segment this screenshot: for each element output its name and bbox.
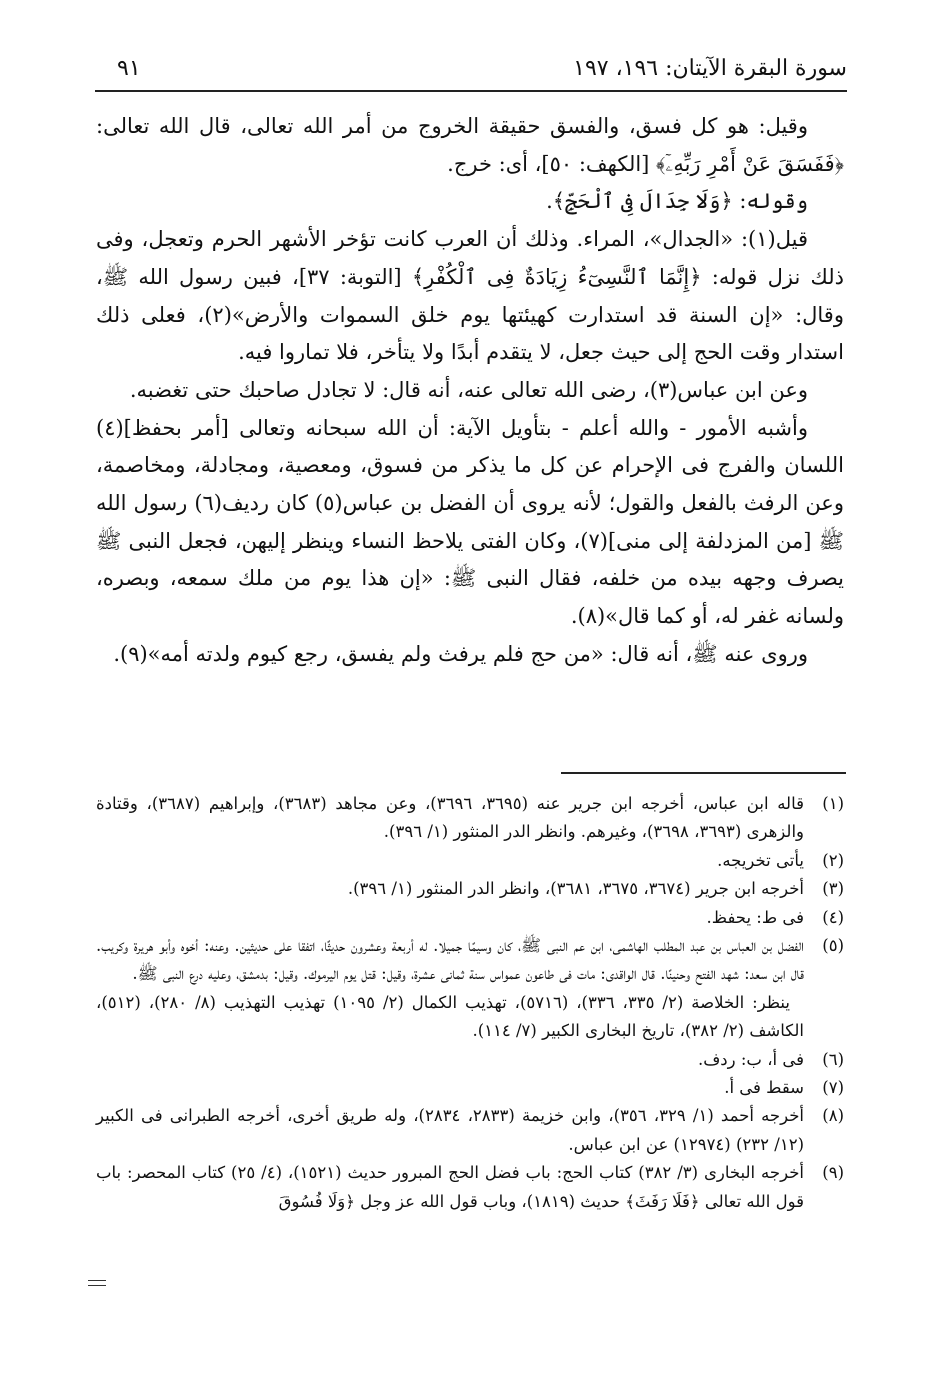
footnote-text: سقط فى أ. — [724, 1078, 804, 1098]
footnote — [96, 1046, 844, 1074]
footnote — [96, 875, 844, 903]
footnote-number: (٣) — [822, 879, 844, 899]
footnote-number: (٨) — [822, 1106, 844, 1126]
paragraph: وقوله: ﴿وَلَا جِدَالَ فِى ٱلْحَجِّ﴾. — [546, 189, 808, 214]
footnote — [96, 790, 844, 847]
footnote — [96, 932, 844, 989]
footnote — [96, 1074, 844, 1102]
paragraph: قيل(١): «الجدال»، المراء. وذلك أن العرب كانت تؤخر الأشهر الحرم وتعجل، وفى ذلك نزل قوله: ﴿إِنَّمَا ٱلنَّسِىٓءُ زِيَادَةٌ فِى ٱلْكُفْرِ﴾ [التوبة: ٣٧]، فبين رسول الله ﷺ، وقال: «إن السنة قد استدارت كهيئتها يوم خلق السموات والأرض»(٢)، فعلى ذلك استدار وقت الحج إلى حيث جعل، لا يتقدم أبدًا ولا يتأخر، فلا تماروا فيه. — [96, 227, 844, 365]
footnote-text: أخرجه أحمد (١/ ٣٢٩، ٣٥٦)، وابن خزيمة (٢٨٣٣، ٢٨٣٤)، وله طريق أخرى، أخرجه الطبرانى فى الكبير (١٢/ ٢٣٢) (١٢٩٧٤) عن ابن عباس. — [96, 1106, 805, 1154]
continuation-mark — [88, 1280, 106, 1281]
footnote-number: (٢) — [822, 850, 844, 870]
footnote — [96, 1159, 844, 1216]
footnote-text: أخرجه البخارى (٣/ ٣٨٢) كتاب الحج: باب فضل الحج المبرور حديث (١٥٢١)، (٤/ ٢٥) كتاب المحصر: باب قول الله تعالى ﴿فَلَا رَفَثَ﴾ حديث (١٨١٩)، وباب قول الله عز وجل ﴿وَلَا فُسُوقَ — [96, 1163, 804, 1211]
footnote — [96, 904, 844, 932]
footnote-text: الفضل بن العباس بن عبد المطلب الهاشمى، ابن عم النبى ﷺ، كان وسيمًا جميلا. له أربعة وعشرون حديثًا، اتفقا على حديثين. وعنه: أخوه وأبو هريرة وكريب. قال ابن سعد: شهد الفتح وحنينًا. قال الواقدى: مات فى طاعون عمواس سنة ثمانى عشرة، وقيل: قتل يوم اليرموك. وقيل: بدمشق، وعليه درع النبى ﷺ. — [96, 936, 804, 984]
footnote — [96, 1102, 844, 1159]
footnote-text: فى ط: يحفظ. — [706, 907, 804, 927]
footnotes — [96, 790, 844, 1216]
footnote-number: (٤) — [822, 907, 844, 927]
footnote-text: فى أ، ب: ردف. — [697, 1049, 804, 1069]
page-number: ٩١ — [117, 56, 141, 81]
paragraph: وقيل: هو كل فسق، والفسق حقيقة الخروج من أمر الله تعالى، قال الله تعالى: ﴿فَفَسَقَ عَنْ أَمْرِ رَبِّهِۦٓ﴾ [الكهف: ٥٠]، أى: خرج. — [96, 114, 844, 176]
footnote-sources: ينظر: الخلاصة (٢/ ٣٣٥، ٣٣٦)، (٥٧١٦)، تهذيب الكمال (٢/ ١٠٩٥) تهذيب التهذيب (٨/ ٢٨٠)، (٥١٢)، الكاشف (٢/ ٣٨٢)، تاريخ البخارى الكبير (٧/ ١١٤). — [96, 992, 804, 1041]
footnote — [96, 847, 844, 875]
footnote-text: قاله ابن عباس، أخرجه ابن جرير عنه (٣٦٩٥، ٣٦٩٦)، وعن مجاهد (٣٦٨٣)، وإبراهيم (٣٦٨٧)، وقتادة والزهرى (٣٦٩٣، ٣٦٩٨)، وغيرهم. وانظر الدر المنثور (١/ ٣٩٦). — [96, 794, 804, 842]
paragraph: وعن ابن عباس(٣)، رضى الله تعالى عنه، أنه قال: لا تجادل صاحبك حتى تغضبه. — [129, 377, 808, 402]
footnote-number: (٩) — [822, 1163, 844, 1183]
paragraph: وروى عنه ﷺ، أنه قال: «من حج فلم يرفث ولم يفسق، رجع كيوم ولدته أمه»(٩). — [113, 641, 808, 666]
footnote-separator — [561, 772, 846, 774]
footnote-number: (٧) — [822, 1078, 844, 1098]
running-title: سورة البقرة الآيتان: ١٩٦، ١٩٧ — [573, 56, 847, 81]
footnote-number: (٥) — [822, 936, 844, 956]
footnote-text: أخرجه ابن جرير (٣٦٧٤، ٣٦٧٥، ٣٦٨١)، وانظر الدر المنثور (١/ ٣٩٦). — [347, 879, 804, 899]
footnote-number: (٦) — [822, 1049, 844, 1069]
footnote-text: يأتى تخريجه. — [717, 850, 804, 870]
page-header — [95, 52, 847, 92]
paragraph: وأشبه الأمور - والله أعلم - بتأويل الآية: أن الله سبحانه وتعالى [أمر بحفظ](٤) اللسان والفرج فى الإحرام عن كل ما يذكر من فسوق، ومعصية، ومجادلة، ومخاصمة، وعن الرفث بالفعل والقول؛ لأنه يروى أن الفضل بن عباس(٥) كان رديف(٦) رسول الله ﷺ [من المزدلفة إلى منى](٧)، وكان الفتى يلاحظ النساء وينظر إليهن، فجعل النبى ﷺ يصرف وجهه بيده من خلفه، فقال النبى ﷺ: «إن هذا يوم من ملك سمعه، وبصره، ولسانه غفر له، أو كما قال»(٨). — [96, 415, 844, 629]
footnote-number: (١) — [822, 794, 844, 813]
main-text — [96, 108, 844, 674]
